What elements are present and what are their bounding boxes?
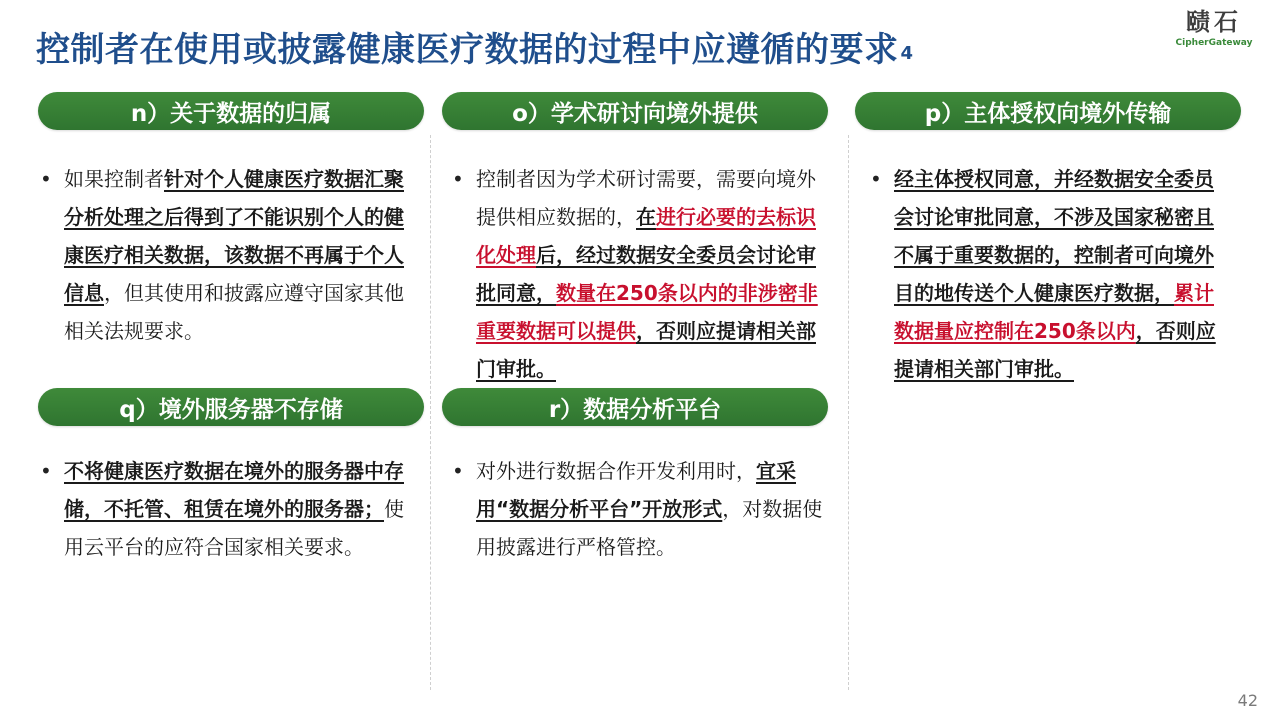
section-q-text: 使用云平台的应符合国家相关要求。: [64, 497, 404, 559]
section-n-body: [36, 160, 416, 350]
section-r-emphasis: 宜采用“数据分析平台”开放形式: [476, 459, 796, 521]
section-n-emphasis: 针对个人健康医疗数据汇聚分析处理之后得到了不能识别个人的健康医疗相关数据，该数据不再属于个人信息: [64, 167, 404, 305]
section-q-emphasis: 不将健康医疗数据在境外的服务器中存储，不托管、租赁在境外的服务器；: [64, 459, 404, 521]
section-p-red-emphasis: 累计数据量应控制在250条以内: [894, 281, 1214, 343]
slide-title-superscript: 4: [900, 43, 914, 64]
section-r-text-2: ，对数据使用披露进行严格管控。: [476, 497, 823, 559]
section-n-text-2: ，但其使用和披露应遵守国家其他相关法规要求。: [64, 281, 404, 343]
section-o-emphasis-1: 在: [636, 205, 656, 229]
section-p-emphasis-1: 经主体授权同意，并经数据安全委员会讨论审批同意，不涉及国家秘密且不属于重要数据的，控制者可向境外目的地传送个人健康医疗数据，: [894, 167, 1214, 305]
section-p-emphasis-2: ，否则应提请相关部门审批。: [894, 319, 1216, 381]
page-number: 42: [1237, 691, 1258, 710]
brand-logo: [1164, 8, 1264, 48]
section-r-text-1: 对外进行数据合作开发利用时，: [476, 459, 756, 483]
slide-title: [36, 22, 914, 71]
section-n-text-1: 如果控制者: [64, 167, 164, 191]
section-o-red-emphasis-1: 进行必要的去标识化处理: [476, 205, 816, 267]
section-r-heading: r）数据分析平台: [442, 388, 828, 426]
section-p-body: [866, 160, 1228, 388]
column-divider-right: [848, 135, 849, 690]
section-o-text-1: 控制者因为学术研讨需要，需要向境外提供相应数据的，: [476, 167, 816, 229]
brand-logo-en: CipherGateway: [1175, 38, 1253, 48]
slide-title-text: 控制者在使用或披露健康医疗数据的过程中应遵循的要求: [36, 30, 899, 70]
section-q-heading: q）境外服务器不存储: [38, 388, 424, 426]
section-o-red-emphasis-2: 数量在250条以内的非涉密非重要数据可以提供: [476, 281, 818, 343]
section-p-heading: p）主体授权向境外传输: [855, 92, 1241, 130]
section-q-body: [36, 452, 416, 566]
section-o-emphasis-3: ，否则应提请相关部门审批。: [476, 319, 816, 381]
section-r-body: [448, 452, 832, 566]
section-n-heading: n）关于数据的归属: [38, 92, 424, 130]
brand-logo-cn: 赜石: [1186, 8, 1242, 36]
section-o-heading: o）学术研讨向境外提供: [442, 92, 828, 130]
column-divider-left: [430, 135, 431, 690]
section-o-emphasis-2: 后，经过数据安全委员会讨论审批同意，: [476, 243, 816, 305]
section-o-body: [448, 160, 832, 388]
